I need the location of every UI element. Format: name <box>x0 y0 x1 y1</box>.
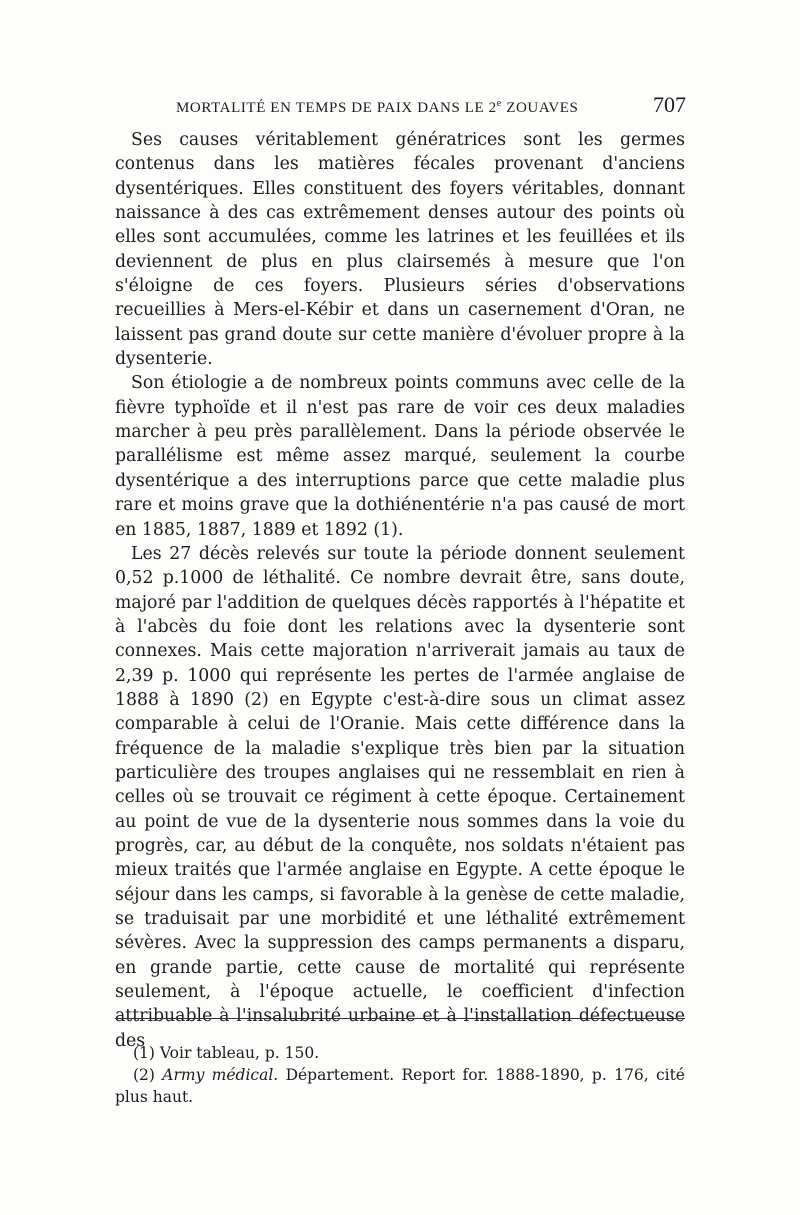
running-title <box>176 98 578 117</box>
paragraph: Son étiologie a de nombreux points communs avec celle de la fièvre typhoïde et il n'est pas rare de voir ces deux maladies marcher à peu près parallèlement. Dans la période observée le parallélisme est même assez marqué, seulement la courbe dysentérique a des interruptions parce que cette maladie plus rare et moins grave que la dothiénentérie n'a pas causé de mort en 1885, 1887, 1889 et 1892 (1). <box>115 373 685 540</box>
footnote-2-italic: Army médical. <box>162 1066 279 1084</box>
page-number: 707 <box>653 92 686 117</box>
footnote-2-text: Département. Report for. 1888-1890, p. 176, cité plus haut. <box>115 1066 685 1106</box>
footnotes <box>115 1042 685 1108</box>
running-title-ordinal-sup: e <box>496 98 502 109</box>
paragraph: Les 27 décès relevés sur toute la période donnent seulement 0,52 p.1000 de léthalité. Ce nombre devrait être, sans doute, majoré par l'addition de quelques décès rapportés à l'hépatite et à l'abcès du foie dont les relations avec la dysenterie sont connexes. Mais cette majoration n'arriverait jamais au taux de 2,39 p. 1000 qui représente les pertes de l'armée anglaise de 1888 à 1890 (2) en Egypte c'est-à-dire sous un climat assez comparable à celui de l'Oranie. Mais cette différence dans la fréquence de la maladie s'explique très bien par la situation particulière des troupes anglaises qui ne ressemblait en rien à celles où se trouvait ce régiment à cette époque. Certainement au point de vue de la dysenterie nous sommes dans la voie du progrès, car, au début de la conquête, nos soldats n'étaient pas mieux traités que l'armée anglaise en Egypte. A cette époque le séjour dans les camps, si favorable à la genèse de cette maladie, se traduisait par une morbidité et une léthalité extrêmement sévères. Avec la suppression des camps permanents a disparu, en grande partie, cette cause de mortalité qui représente seulement, à l'époque actuelle, le coefficient d'infection attribuable à l'insalubrité urbaine et à l'installation défectueuse des <box>115 543 685 1051</box>
footnote-2 <box>115 1064 685 1108</box>
page-header <box>176 92 686 122</box>
paragraph: Ses causes véritablement génératrices sont les germes contenus dans les matières fécales provenant d'anciens dysentériques. Elles constituent des foyers véritables, donnant naissance à des cas extrêmement denses autour des points où elles sont accumulées, comme les latrines et les feuillées et ils deviennent de plus en plus clairsemés à mesure que l'on s'éloigne de ces foyers. Plusieurs séries d'observations recueillies à Mers-el-Kébir et dans un casernement d'Oran, ne laissent pas grand doute sur cette manière d'évoluer propre à la dysenterie. <box>115 130 685 370</box>
footnote-1: (1) Voir tableau, p. 150. <box>133 1044 320 1062</box>
footnote-2-marker: (2) <box>133 1066 155 1084</box>
running-title-ordinal: 2 <box>488 100 497 116</box>
footnote-rule <box>115 1018 685 1019</box>
running-title-end: ZOUAVES <box>506 100 579 116</box>
running-title-text: MORTALITÉ EN TEMPS DE PAIX DANS LE <box>176 100 485 116</box>
body-text <box>115 128 685 1053</box>
